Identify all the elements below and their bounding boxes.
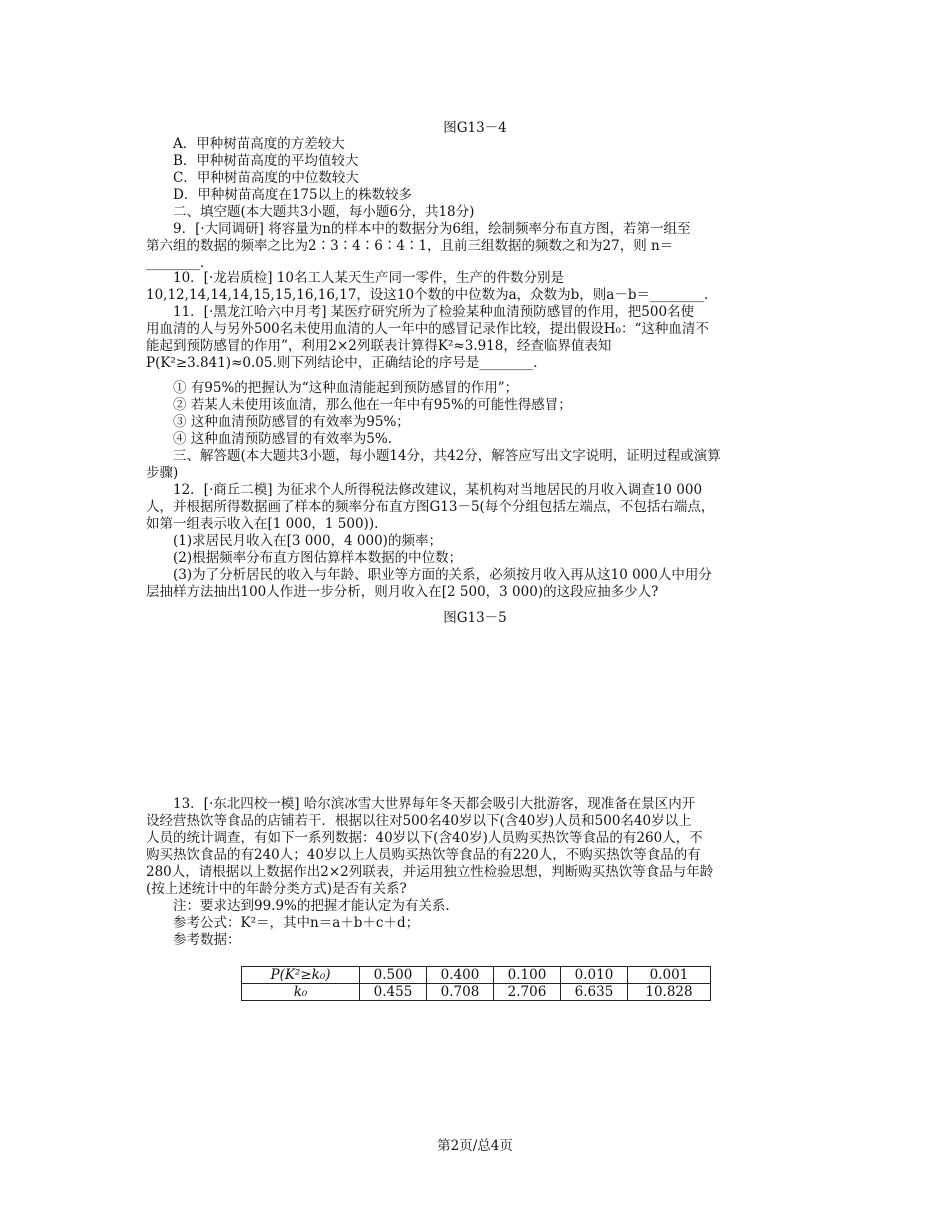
- section-2-title: 二、填空题(本大题共3小题，每小题6分，共18分): [173, 204, 475, 220]
- table-cell: 0.001: [628, 967, 711, 984]
- q12-line-1: 12．[·商丘二模] 为征求个人所得税法修改建议，某机构对当地居民的月收入调查10 000: [173, 482, 703, 498]
- table-cell: 0.010: [561, 967, 628, 984]
- q13-note: 注：要求达到99.9%的把握才能认定为有关系.: [173, 898, 450, 914]
- q11-line-4: P(K²≥3.841)≈0.05.则下列结论中，正确结论的序号是________.: [146, 355, 538, 371]
- table-cell: 6.635: [561, 984, 628, 1001]
- section-3-title-line-2: 步骤): [146, 465, 179, 481]
- table-cell: 0.500: [360, 967, 427, 984]
- q13-line-2: 设经营热饮等食品的店铺若干．根据以往对500名40岁以下(含40岁)人员和500名40岁以上: [146, 813, 692, 829]
- table-row: [242, 984, 711, 1001]
- section-3-title-line-1: 三、解答题(本大题共3小题，每小题14分，共42分，解答应写出文字说明，证明过程或演算: [173, 448, 721, 464]
- table-cell: 2.706: [494, 984, 561, 1001]
- q11-option-3: ③ 这种血清预防感冒的有效率为95%；: [173, 414, 410, 430]
- q12-part-3-line-2: 层抽样方法抽出100人作进一步分析，则月收入在[2 500，3 000)的这段应抽多少人?: [146, 584, 659, 600]
- q12-line-3: 如第一组表示收入在[1 000，1 500)).: [146, 516, 379, 532]
- table-cell: 10.828: [628, 984, 711, 1001]
- table-header-cell: P(K²≥k₀): [242, 967, 360, 984]
- table-cell: 0.455: [360, 984, 427, 1001]
- critical-value-table: [241, 966, 711, 1001]
- table-cell: 0.400: [427, 967, 494, 984]
- q11-line-1: 11．[·黑龙江哈六中月考] 某医疗研究所为了检验某种血清预防感冒的作用，把500名使: [173, 304, 695, 320]
- q11-option-4: ④ 这种血清预防感冒的有效率为5%.: [173, 431, 392, 447]
- q11-option-2: ② 若某人未使用该血清，那么他在一年中有95%的可能性得感冒；: [173, 397, 572, 413]
- q9-line-1: 9．[·大同调研] 将容量为n的样本中的数据分为6组，绘制频率分布直方图，若第一组至: [173, 221, 691, 237]
- q12-part-2: (2)根据频率分布直方图估算样本数据的中位数；: [173, 550, 463, 566]
- figure-caption-g13-4: 图G13－4: [443, 120, 507, 136]
- q13-line-3: 人员的统计调查，有如下一系列数据：40岁以下(含40岁)人员购买热饮等食品的有260人，不: [146, 830, 703, 846]
- q13-reference-data-label: 参考数据：: [173, 932, 241, 948]
- figure-caption-g13-5: 图G13－5: [443, 610, 507, 626]
- q8-option-d: D．甲种树苗高度在175以上的株数较多: [173, 187, 413, 203]
- q8-option-a: A．甲种树苗高度的方差较大: [173, 136, 345, 152]
- q12-part-3-line-1: (3)为了分析居民的收入与年龄、职业等方面的关系，必须按月收入再从这10 000人中用分: [173, 567, 712, 583]
- q13-line-6: (按上述统计中的年龄分类方式)是否有关系?: [146, 881, 407, 897]
- q13-line-4: 购买热饮食品的有240人；40岁以上人员购买热饮等食品的有220人，不购买热饮等食品的有: [146, 847, 701, 863]
- q8-option-b: B．甲种树苗高度的平均值较大: [173, 153, 359, 169]
- q13-formula: 参考公式：K²＝，其中n＝a＋b＋c＋d；: [173, 915, 420, 931]
- q13-line-1: 13．[·东北四校一模] 哈尔滨冰雪大世界每年冬天都会吸引大批游客，现准备在景区内开: [173, 796, 696, 812]
- table-cell: 0.100: [494, 967, 561, 984]
- page-footer: 第2页/总4页: [437, 1138, 513, 1154]
- q8-option-c: C．甲种树苗高度的中位数较大: [173, 170, 359, 186]
- q11-option-1: ① 有95%的把握认为“这种血清能起到预防感冒的作用”；: [173, 380, 519, 396]
- table-cell: 0.708: [427, 984, 494, 1001]
- q10-line-2: 10,12,14,14,14,15,15,16,16,17，设这10个数的中位数为a，众数为b，则a－b＝________．: [146, 287, 718, 303]
- q10-line-1: 10．[·龙岩质检] 10名工人某天生产同一零件，生产的件数分别是: [173, 270, 564, 286]
- table-row: [242, 967, 711, 984]
- q11-line-3: 能起到预防感冒的作用”，利用2×2列联表计算得K²≈3.918，经查临界值表知: [146, 338, 612, 354]
- q13-line-5: 280人，请根据以上数据作出2×2列联表，并运用独立性检验思想，判断购买热饮等食品与年龄: [146, 864, 714, 880]
- q9-line-3: ________．: [146, 255, 214, 271]
- q12-part-1: (1)求居民月收入在[3 000，4 000)的频率；: [173, 533, 442, 549]
- q9-line-2: 第六组的数据的频率之比为2∶3∶4∶6∶4∶1，且前三组数据的频数之和为27，则 n＝: [146, 238, 674, 254]
- q12-line-2: 人，并根据所得数据画了样本的频率分布直方图G13－5(每个分组包括左端点，不包括右端点，: [146, 499, 715, 515]
- q11-line-2: 用血清的人与另外500名未使用血清的人一年中的感冒记录作比较，提出假设H₀：“这种血清不: [146, 321, 709, 337]
- table-header-cell: k₀: [242, 984, 360, 1001]
